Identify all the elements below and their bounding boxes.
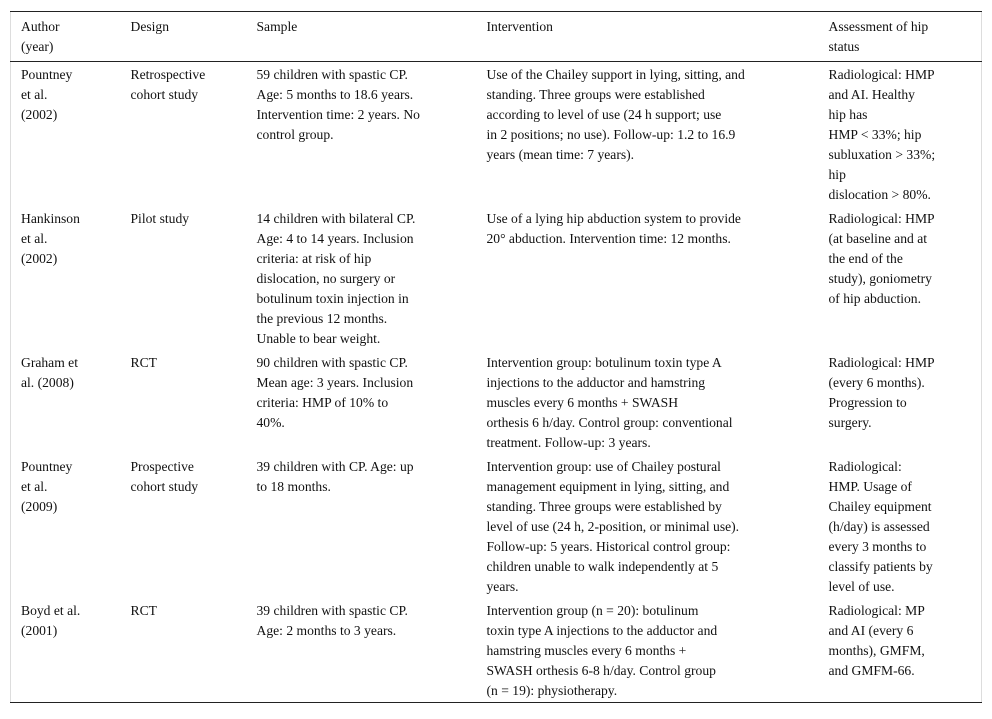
cell-author: Graham et al. (2008) (21, 355, 78, 390)
cell-intervention: Use of the Chailey support in lying, sitting, and standing. Three groups were established according to level of use (24 h support; use in 2 positions; no use). Follow-up: 1.2 to 16.9 years (mean time: 7 years). (486, 67, 745, 162)
header-assessment: Assessment of hip status (828, 19, 929, 54)
cell-assessment: Radiological: HMP (every 6 months). Progression to surgery. (828, 355, 935, 430)
cell-sample: 59 children with spastic CP. Age: 5 months to 18.6 years. Intervention time: 2 years. No control group. (256, 67, 420, 142)
table-row (11, 62, 982, 207)
table-row (11, 350, 982, 454)
cell-assessment: Radiological: HMP and AI. Healthy hip has HMP < 33%; hip subluxation > 33%; hip dislocation > 80%. (828, 67, 936, 202)
cell-intervention: Intervention group: use of Chailey postural management equipment in lying, sitting, and standing. Three groups were established by level of use (24 h, 2-position, or minimal use). Follow-up: 5 years. Historical control group: children unable to walk independently at 5 years. (486, 459, 740, 594)
cell-intervention: Use of a lying hip abduction system to provide 20° abduction. Intervention time: 12 months. (486, 211, 741, 246)
header-row (11, 12, 982, 62)
table-row (11, 598, 982, 703)
cell-design: RCT (130, 603, 157, 618)
cell-design: Pilot study (130, 211, 190, 226)
cell-author: Hankinson et al. (2002) (21, 211, 80, 266)
cell-intervention: Intervention group (n = 20): botulinum toxin type A injections to the adductor and hamstring muscles every 6 months + SWASH orthesis 6-8 h/day. Control group (n = 19): physiotherapy. (486, 603, 718, 698)
cell-sample: 14 children with bilateral CP. Age: 4 to 14 years. Inclusion criteria: at risk of hip dislocation, no surgery or botulinum toxin injection in the previous 12 months. Unable to bear weight. (256, 211, 416, 346)
cell-design: Prospective cohort study (130, 459, 199, 494)
table-row (11, 454, 982, 598)
header-intervention: Intervention (486, 19, 553, 34)
cell-assessment: Radiological: MP and AI (every 6 months), GMFM, and GMFM-66. (828, 603, 925, 678)
cell-author: Pountney et al. (2009) (21, 459, 73, 514)
cell-assessment: Radiological: HMP. Usage of Chailey equipment (h/day) is assessed every 3 months to classify patients by level of use. (828, 459, 933, 594)
cell-sample: 39 children with spastic CP. Age: 2 months to 3 years. (256, 603, 408, 638)
table-row (11, 206, 982, 350)
cell-sample: 90 children with spastic CP. Mean age: 3 years. Inclusion criteria: HMP of 10% to 40%. (256, 355, 414, 430)
cell-intervention: Intervention group: botulinum toxin type A injections to the adductor and hamstring muscles every 6 months + SWASH orthesis 6 h/day. Control group: conventional treatment. Follow-up: 3 years. (486, 355, 733, 450)
cell-assessment: Radiological: HMP (at baseline and at the end of the study), goniometry of hip abduction. (828, 211, 935, 306)
cell-author: Boyd et al. (2001) (21, 603, 81, 638)
studies-table (10, 11, 982, 703)
cell-design: Retrospective cohort study (130, 67, 206, 102)
cell-author: Pountney et al. (2002) (21, 67, 73, 122)
header-author: Author (year) (21, 19, 60, 54)
cell-design: RCT (130, 355, 157, 370)
header-sample: Sample (256, 19, 298, 34)
header-design: Design (130, 19, 170, 34)
cell-sample: 39 children with CP. Age: up to 18 months. (256, 459, 414, 494)
